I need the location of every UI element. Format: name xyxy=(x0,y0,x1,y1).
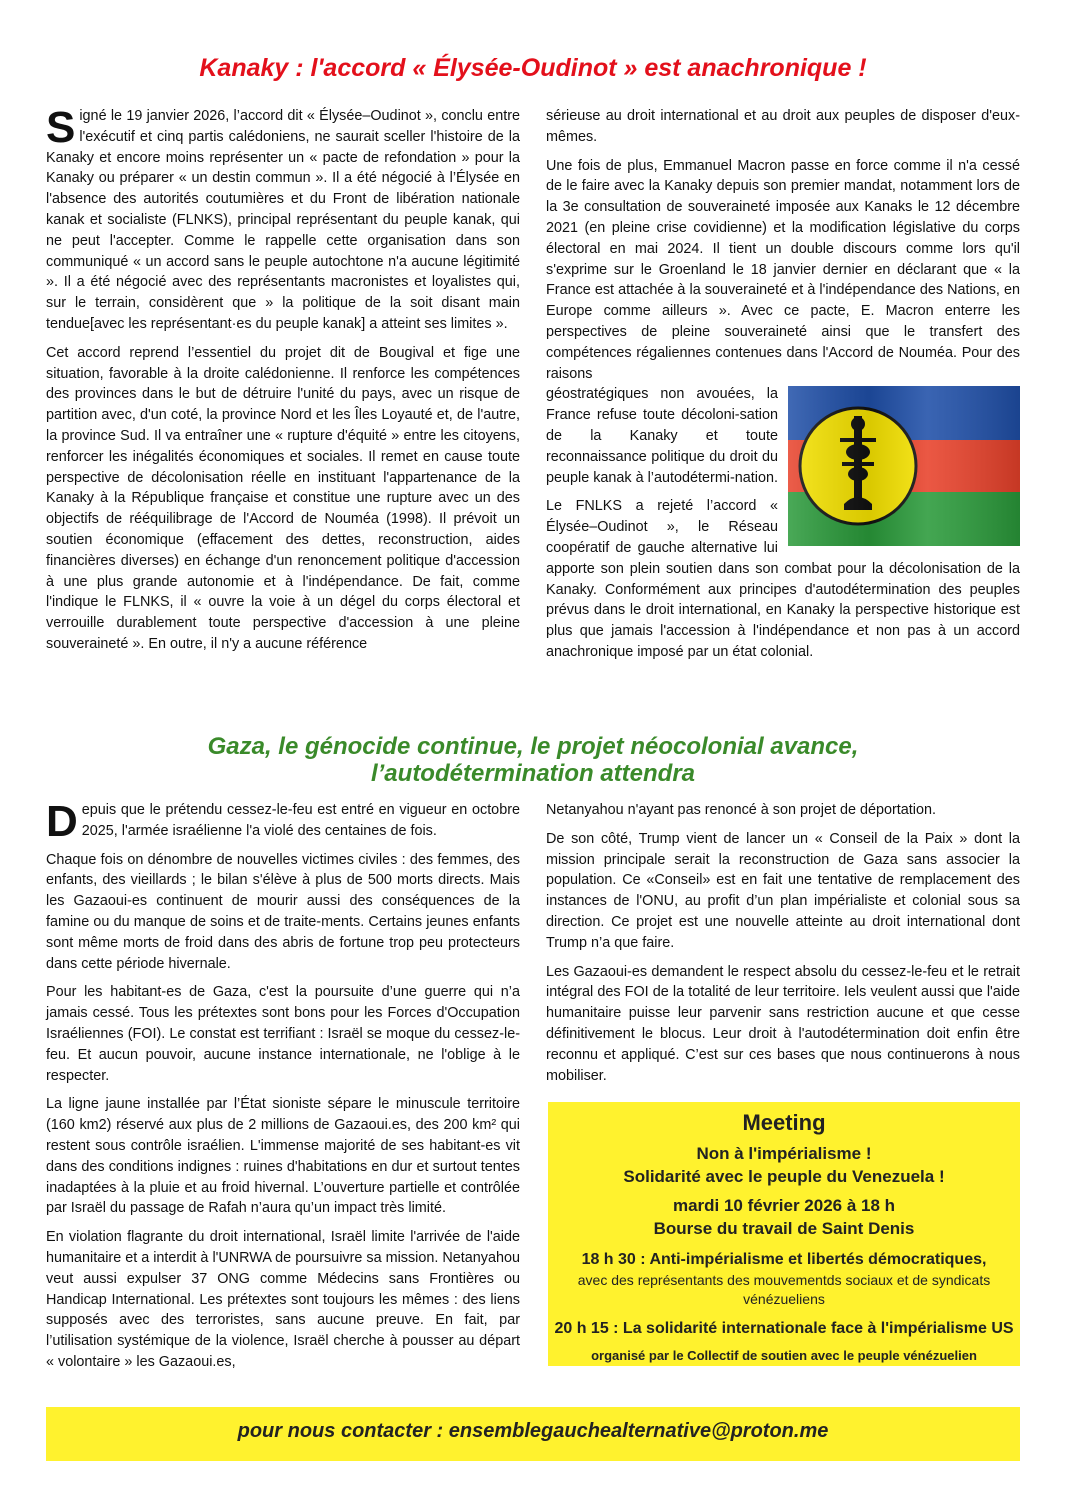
paragraph: En violation flagrante du droit international, Israël limite l'arrivée de l'aide humanitaire et a interdit à l'UNRWA de poursuivre sa mission. Netanyahou veut aussi expulser 37 ONG comme Médecins sans Frontières ou Handicap International. Les prétextes sont toujours les mêmes : des liens supposés avec des terroristes, sans aucune preuve. En fait, par l’utilisation systémique de la violence, Israël cherche à pousser au départ « volontaire » les Gazaoui.es, xyxy=(46,1229,520,1370)
meeting-place: Bourse du travail de Saint Denis xyxy=(653,1219,915,1238)
paragraph: géostratégiques non avouées, la France refuse toute décoloni-sation de la Kanaky et toute reconnaissance politique du droit du peuple kanak à l’autodétermi-nation. xyxy=(546,386,778,486)
meeting-organizer: organisé par le Collectif de soutien avec le peuple vénézuelien xyxy=(591,1348,977,1363)
article-title-gaza: Gaza, le génocide continue, le projet néocolonial avance, l’autodétermination attendra xyxy=(207,733,859,787)
paragraph: Chaque fois on dénombre de nouvelles victimes civiles : des femmes, des enfants, des vieillards ; le bilan s'élève à plus de 500 morts directs. Mais les Gazaoui-es continuent de mourir aussi des conséquences de la famine ou du manque de soins et de traite-ments. Certains jeunes enfants sont même morts de froid dans des abris de fortune trop peu protecteurs dans cette période hivernale. xyxy=(46,851,520,972)
paragraph: La ligne jaune installée par l’État sioniste sépare le minuscule territoire (160 km2) réservé aux plus de 2 millions de Gazaoui.es, des 200 km² qui restent sous contrôle israélien. L'immense majorité de ses habitant-es vit dans des conditions indignes : ruines d'habitations en dur et surtout tentes inadaptées à la pluie et au froid hivernal. L’ouverture partielle et contrôlée par Israël du passage de Rafah n’aura qu’un impact très limité. xyxy=(46,1096,520,1217)
paragraph: Les Gazaoui-es demandent le respect absolu du cessez-le-feu et le retrait intégral des FOI de la totalité de leur territoire. Iels veulent aussi que l'aide humanitaire puisse leur parvenir sans restriction aucune et que cesse définitivement le blocus. Leur droit à l'autodétermination doit enfin être reconnu et appliqué. C’est sur ces bases que nous continuerons à nous mobiliser. xyxy=(546,963,1020,1084)
article-title-kanaky: Kanaky : l'accord « Élysée-Oudinot » est anachronique ! xyxy=(199,54,867,82)
paragraph: De son côté, Trump vient de lancer un « Conseil de la Paix » dont la mission principale serait la reconstruction de Gaza sans associer la population. Ce «Conseil» est en fait une tentative de remplacement des instances de l'ONU, au profit d’un plan impérialiste et colonial sous sa direction. Ce projet est une nouvelle atteinte au droit international dont Trump n’a que faire. xyxy=(546,830,1020,951)
contact-footer xyxy=(46,1407,1020,1461)
kanaky-right-column xyxy=(546,106,1020,671)
meeting-announcement-box xyxy=(548,1102,1020,1366)
meeting-session-1-detail: avec des représentants des mouvementds sociaux et de syndicats vénézueliens xyxy=(577,1272,991,1307)
paragraph: Une fois de plus, Emmanuel Macron passe en force comme il n'a cessé de le faire avec la Kanaky depuis son premier mandat, notamment lors de la 3e consultation de souveraineté imposée aux Kanaks le 12 décembre 2021 (en pleine crise covidienne) et la modification législative du corps électoral en mai 2024. Il tient un double discours comme lors qu'il s'exprime sur le Groenland le 18 janvier dernier en déclarant que « la France est attachée à la souveraineté et à l'indépendance des Nations, en Europe comme ailleurs ». Avec ce pacte, E. Macron enterre les perspectives de pleine souveraineté ainsi que le transfert des compétences régaliennes contenues dans l'Accord de Nouméa. Pour des raisons xyxy=(546,157,1020,382)
drop-cap: D xyxy=(46,797,78,846)
paragraph: Le FNLKS a rejeté l’accord « Élysée–Oudinot », le Réseau coopératif de gauche alternative lui apporte son plein soutien dans son combat pour la décolonisation de la Kanaky. Conformément aux principes d'autodétermination des peuples prévus dans le droit international, en Kanaky la perspective historique est plus que jamais l'accession à l'indépendance et non pas à un accord anachronique imposé par un état colonial. xyxy=(546,498,1020,660)
kanaky-flag-image xyxy=(788,386,1020,546)
paragraph: sérieuse au droit international et au droit aux peuples de disposer d'eux-mêmes. xyxy=(546,108,1020,145)
meeting-session-2: 20 h 15 : La solidarité internationale face à l'impérialisme US xyxy=(554,1320,1014,1337)
paragraph: Depuis que le prétendu cessez-le-feu est entré en vigueur en octobre 2025, l'armée israélienne l'a violé des centaines de fois. xyxy=(46,797,520,846)
paragraph: Signé le 19 janvier 2026, l’accord dit « Élysée–Oudinot », conclu entre l'exécutif et cinq partis calédoniens, ne saurait sceller l'histoire de la Kanaky et encore moins représenter un « pacte de refondation » pour la Kanaky ou préparer « un destin commun ». Il a été négocié à l’Élysée en l'absence des autorités coutumières et du Front de libération nationale kanak et socialiste (FLNKS), principal représentant du peuple kanak, qui ne peut l'accepter. Comme le rappelle cette organisation dans son communiqué « un accord sans le peuple autochtone n'a aucune légitimité ». Il a été négocié avec des représentants macronistes et loyalistes qui, sur le terrain, considèrent que » la politique de la soit disant main tendue[avec les représentant·es du peuple kanak] a atteint ses limites ». xyxy=(46,103,520,332)
paragraph: Cet accord reprend l’essentiel du projet dit de Bougival et fige une situation, favorable à la droite calédonienne. Il renforce les compétences des provinces dans le but de détruire l'unité du pays, avec un risque de partition avec, d'un coté, la province Nord et les Îles Loyauté et, de l'autre, la province Sud. Il va entraîner une « rupture d'équité » entre les citoyens, renforcer les inégalités économiques et sociales. Il remet en cause toute perspective de décolonisation réelle en instituant l'appartenance de la Kanaky à la République française et constitue une rupture avec un des objectifs de rééquilibrage de l'Accord de Nouméa (1998). Il prévoit un soutien économique (effacement des dettes, reconstruction, aides financières diverses) en échange d'un renoncement politique d'accession à une plus grande autonomie et à l'indépendance. De fait, comme l'indique le FLNKS, il « ouvre la voie à un dégel du corps électoral et verrouille durablement toute perspective d'accession à une pleine souveraineté ». En outre, il n'y a aucune référence xyxy=(46,344,520,652)
meeting-slogan-1: Non à l'impérialisme ! xyxy=(696,1144,872,1163)
meeting-slogan-2: Solidarité avec le peuple du Venezuela ! xyxy=(623,1167,945,1186)
meeting-title: Meeting xyxy=(742,1110,826,1135)
drop-cap: S xyxy=(46,103,76,152)
meeting-session-1: 18 h 30 : Anti-impérialisme et libertés démocratiques, xyxy=(581,1251,987,1268)
kanaky-flag-icon xyxy=(788,386,1020,546)
paragraph: Pour les habitant-es de Gaza, c'est la poursuite d’une guerre qui n’a jamais cessé. Tous les prétextes sont bons pour les Forces d'Occupation Israéliennes (FOI). Le constat est terrifiant : Israël se moque du cessez-le-feu. Et aucun pouvoir, aucune instance internationale, ne l'oblige à le respecter. xyxy=(46,984,520,1084)
contact-email-text: pour nous contacter : ensemblegauchealternative@proton.me xyxy=(237,1420,829,1442)
meeting-date: mardi 10 février 2026 à 18 h xyxy=(672,1196,896,1215)
kanaky-left-column xyxy=(46,103,520,663)
gaza-right-column xyxy=(546,800,1020,1094)
paragraph: Netanyahou n'ayant pas renoncé à son projet de déportation. xyxy=(546,802,936,818)
gaza-left-column xyxy=(46,797,520,1381)
